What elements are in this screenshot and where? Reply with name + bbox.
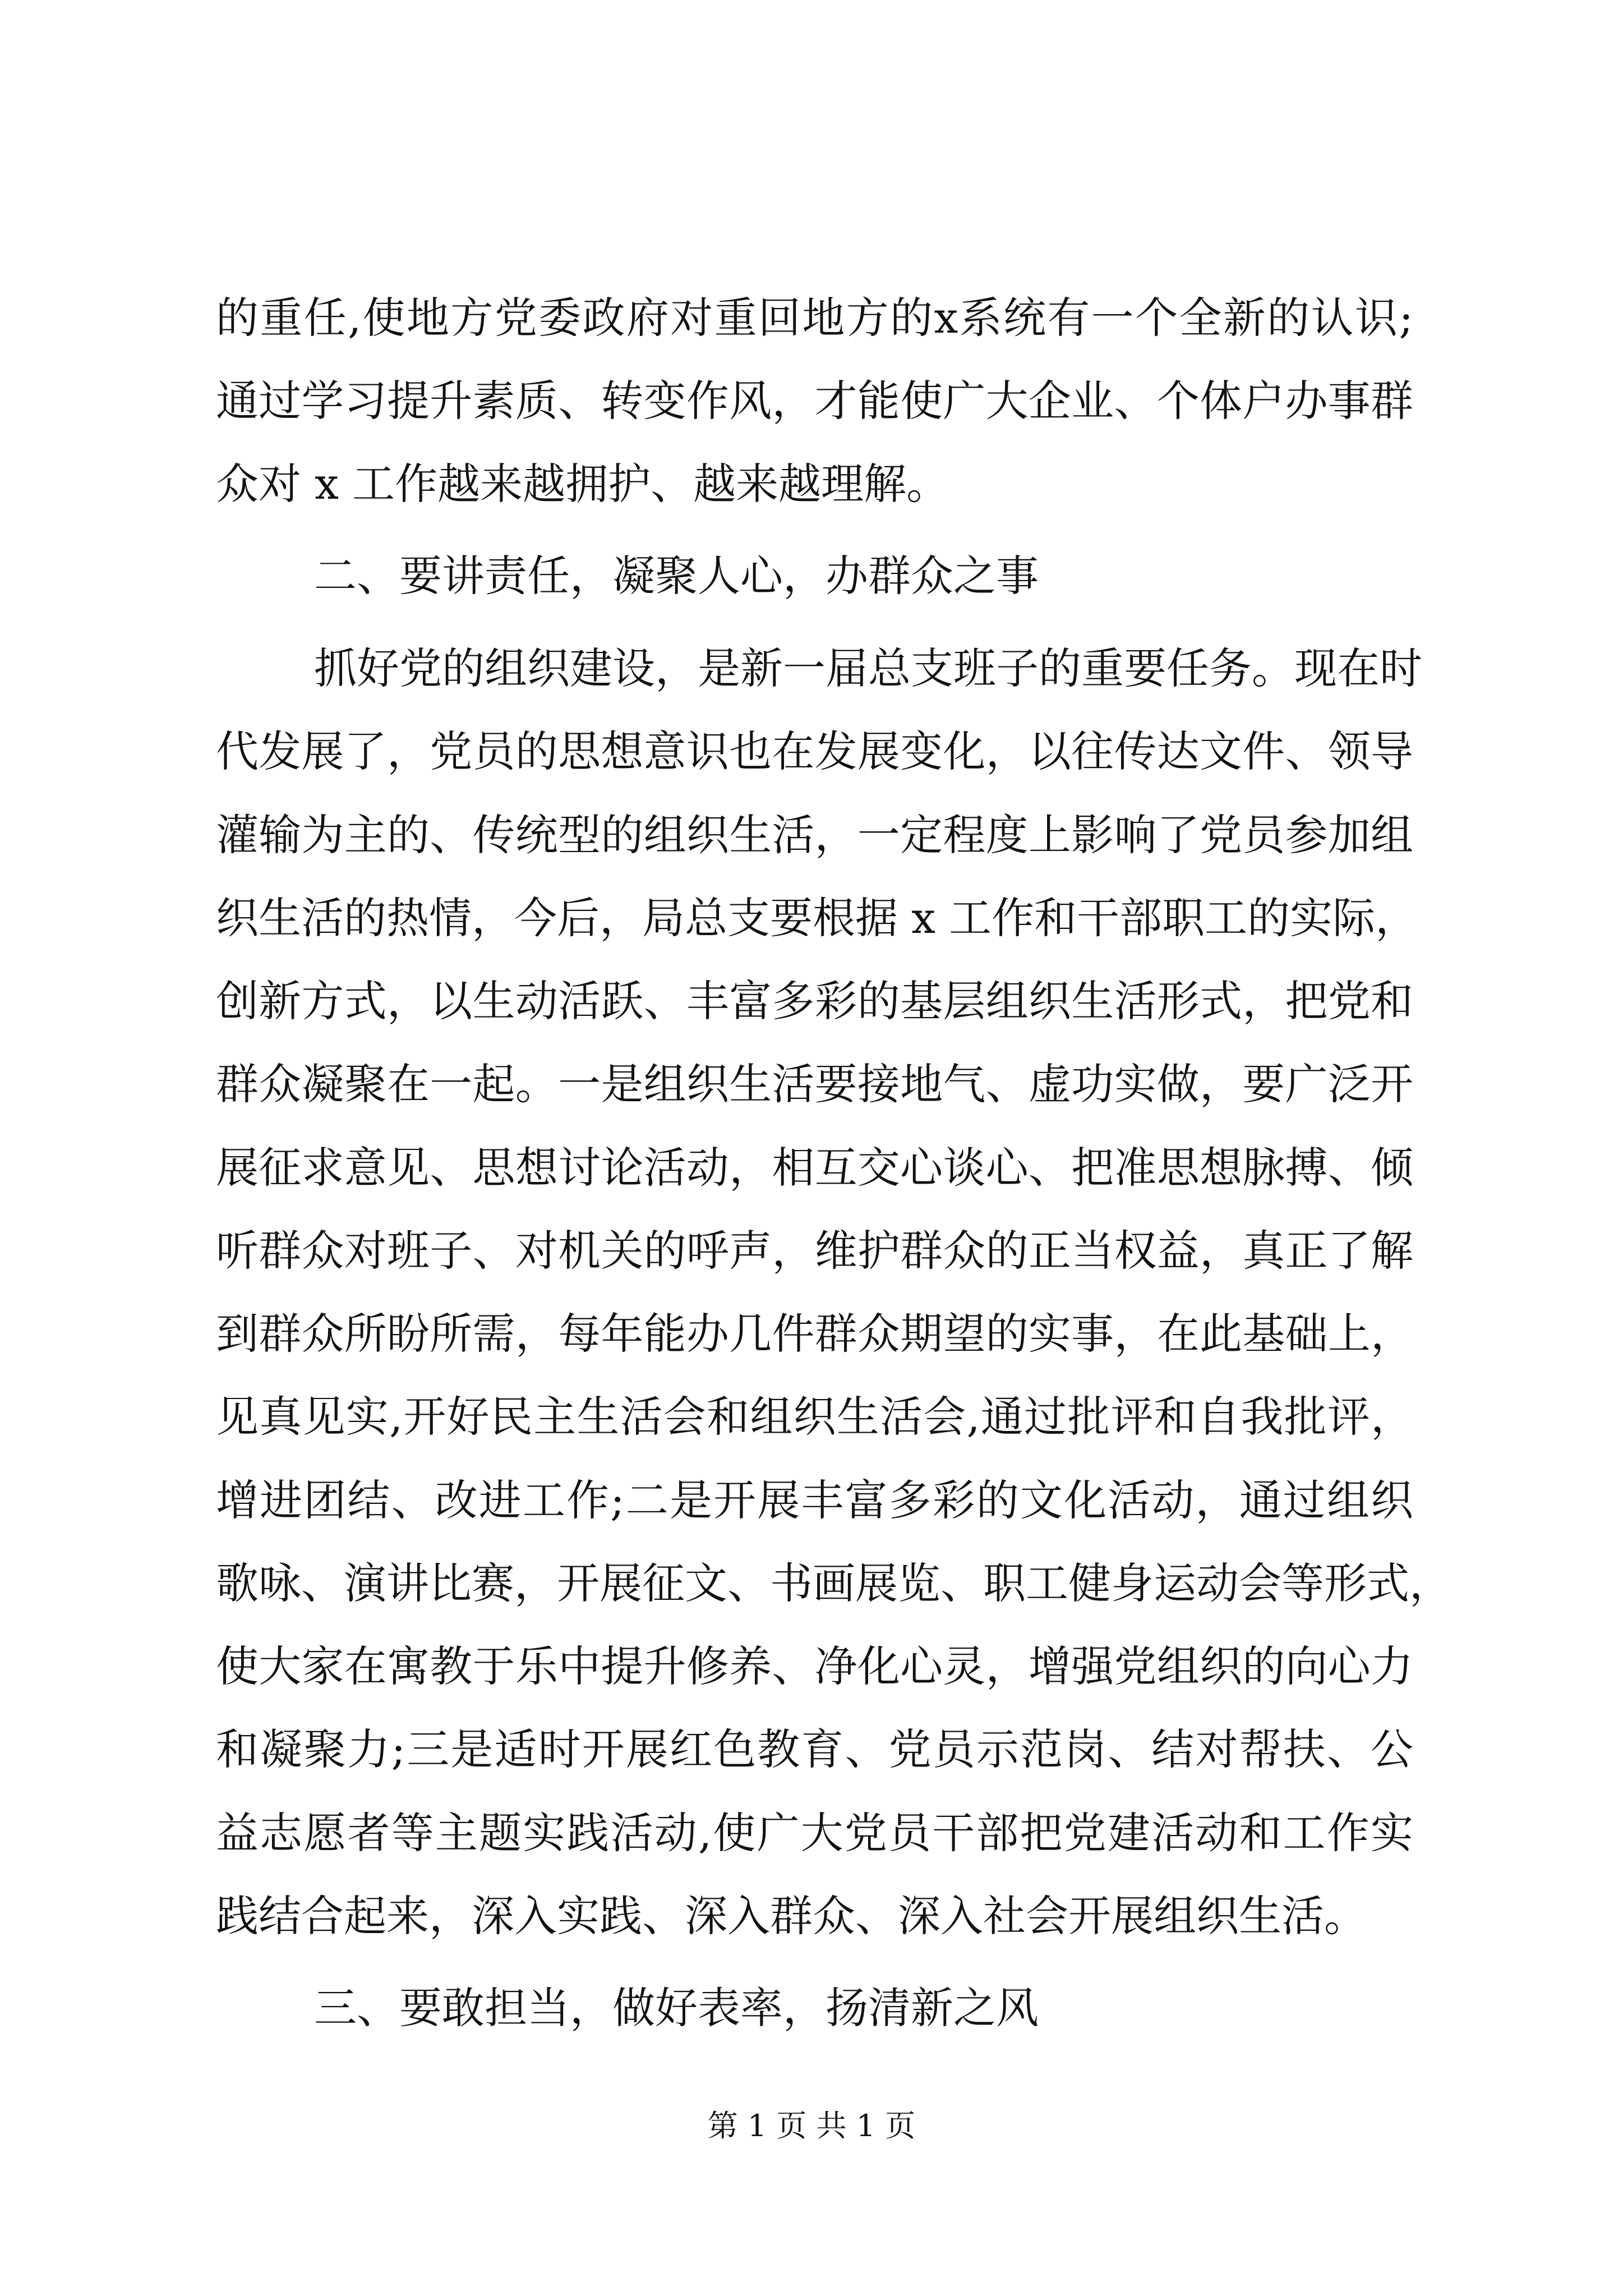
- paragraph-line: 践结合起来，深入实践、深入群众、深入社会开展组织生活。: [216, 1891, 1367, 1941]
- paragraph-line: 歌咏、演讲比赛，开展征文、书画展览、职工健身运动会等形式，: [216, 1558, 1452, 1608]
- paragraph-line: 群众凝聚在一起。一是组织生活要接地气、虚功实做，要广泛开: [216, 1059, 1413, 1109]
- paragraph-line: 益志愿者等主题实践活动,使广大党员干部把党建活动和工作实: [216, 1808, 1413, 1858]
- section-heading: 二、要讲责任，凝聚人心，办群众之事: [314, 551, 1039, 601]
- paragraph-line: 创新方式，以生动活跃、丰富多彩的基层组织生活形式，把党和: [216, 976, 1413, 1026]
- paragraph-line: 通过学习提升素质、转变作风，才能使广大企业、个体户办事群: [216, 376, 1413, 426]
- paragraph-line: 听群众对班子、对机关的呼声，维护群众的正当权益，真正了解: [216, 1226, 1413, 1276]
- page-number-footer: 第 1 页 共 1 页: [707, 2108, 916, 2143]
- section-heading: 三、要敢担当，做好表率，扬清新之风: [314, 1983, 1039, 2033]
- paragraph-line: 的重任,使地方党委政府对重回地方的x系统有一个全新的认识;: [216, 293, 1413, 343]
- paragraph-line: 织生活的热情，今后，局总支要根据 x 工作和干部职工的实际，: [216, 893, 1418, 943]
- paragraph-line: 抓好党的组织建设，是新一届总支班子的重要任务。现在时: [314, 643, 1422, 693]
- paragraph-line: 展征求意见、思想讨论活动，相互交心谈心、把准思想脉搏、倾: [216, 1143, 1413, 1193]
- paragraph-line: 灌输为主的、传统型的组织生活，一定程度上影响了党员参加组: [216, 810, 1413, 860]
- paragraph-line: 众对 x 工作越来越拥护、越来越理解。: [216, 459, 949, 509]
- paragraph-line: 和凝聚力;三是适时开展红色教育、党员示范岗、结对帮扶、公: [216, 1724, 1413, 1774]
- paragraph-line: 增进团结、改进工作;二是开展丰富多彩的文化活动，通过组织: [216, 1475, 1413, 1525]
- paragraph-line: 到群众所盼所需，每年能办几件群众期望的实事，在此基础上，: [216, 1309, 1413, 1359]
- paragraph-line: 使大家在寓教于乐中提升修养、净化心灵，增强党组织的向心力: [216, 1641, 1413, 1691]
- paragraph-line: 代发展了，党员的思想意识也在发展变化，以往传达文件、领导: [216, 726, 1413, 776]
- paragraph-line: 见真见实,开好民主生活会和组织生活会,通过批评和自我批评，: [216, 1392, 1413, 1442]
